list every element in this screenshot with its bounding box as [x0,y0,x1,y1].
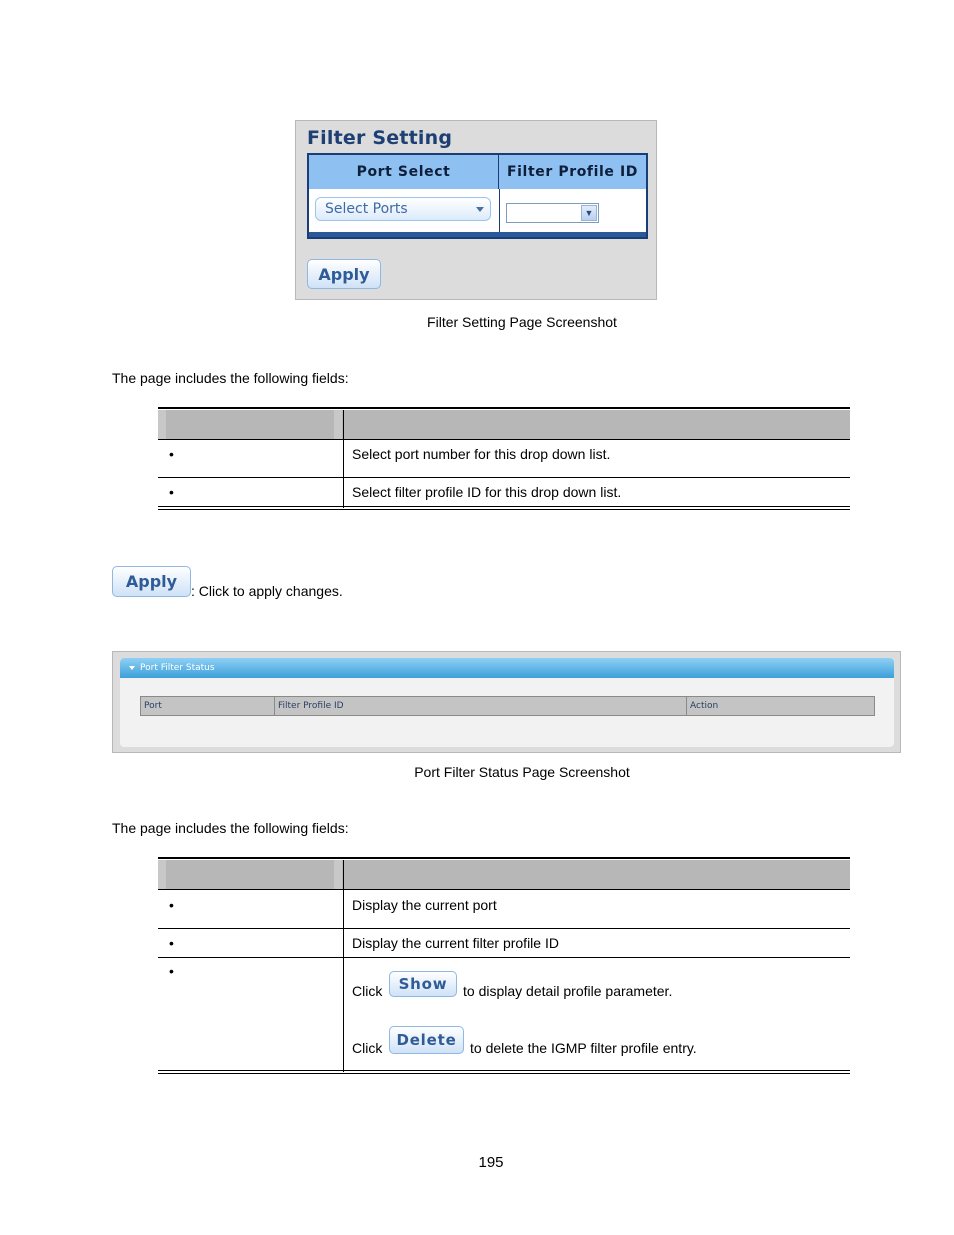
table-header [158,410,850,439]
collapse-arrow-icon [129,666,135,670]
row-divider [158,889,850,890]
select-ports-dropdown[interactable] [315,197,491,221]
port-filter-status-screenshot [112,651,901,753]
show-action-post: to display detail profile parameter. [463,983,673,999]
filter-profile-id-header: Filter Profile ID [499,155,646,189]
column-divider [343,860,344,1072]
panel-title-bar[interactable] [120,658,894,678]
intro-text: The page includes the following fields: [112,820,349,836]
row-divider [158,957,850,958]
page-number: 195 [478,1154,504,1171]
table-row-desc: Display the current port [352,897,497,913]
port-filter-status-panel [120,658,894,747]
action-column-header: Action [690,701,719,711]
table-row-desc: Select filter profile ID for this drop down list. [352,484,622,500]
delete-button-example[interactable]: Delete [389,1026,464,1054]
table-bottom-rule [158,1073,850,1074]
table-header [158,860,850,889]
fields-table-1 [158,407,850,511]
intro-text: The page includes the following fields: [112,370,349,386]
table-top-rule [158,857,850,859]
port-filter-status-caption: Port Filter Status Page Screenshot [414,764,630,780]
filter-setting-title: Filter Setting [307,127,453,149]
apply-note-text: : Click to apply changes. [191,583,343,599]
table-row-bullet: • [169,484,174,500]
table-row-bullet: • [169,446,174,462]
chevron-down-icon [476,207,484,212]
select-ports-label: Select Ports [325,201,408,217]
delete-action-post: to delete the IGMP filter profile entry. [470,1040,697,1056]
apply-button[interactable]: Apply [307,259,381,289]
show-action-pre: Click [352,983,383,999]
filter-setting-table [307,153,648,239]
table-row-desc: Select port number for this drop down list. [352,446,611,462]
table-bottom-rule [158,509,850,510]
column-divider [499,189,500,232]
filter-profile-id-select[interactable] [506,203,599,223]
table-bottom-band [309,232,646,237]
filter-setting-screenshot [295,120,657,300]
fields-table-2 [158,857,850,1075]
filter-setting-caption: Filter Setting Page Screenshot [427,314,617,330]
chevron-down-icon: ▼ [581,205,597,221]
delete-action-pre: Click [352,1040,383,1056]
table-row-bullet: • [169,935,174,951]
table-bottom-rule [158,1070,850,1071]
port-filter-status-table [140,696,875,716]
row-divider [158,477,850,478]
table-row-bullet: • [169,897,174,913]
column-divider [343,410,344,508]
filter-profile-id-column-header: Filter Profile ID [275,697,687,715]
table-row-bullet: • [169,963,174,979]
table-row-desc: Display the current filter profile ID [352,935,559,951]
row-divider [158,928,850,929]
table-top-rule [158,407,850,409]
row-divider [158,439,850,440]
port-filter-status-title: Port Filter Status [140,663,215,673]
port-select-header: Port Select [309,155,499,189]
port-column-header: Port [141,697,275,715]
apply-button-example[interactable]: Apply [112,566,191,597]
show-button-example[interactable]: Show [389,971,457,997]
table-bottom-rule [158,506,850,507]
